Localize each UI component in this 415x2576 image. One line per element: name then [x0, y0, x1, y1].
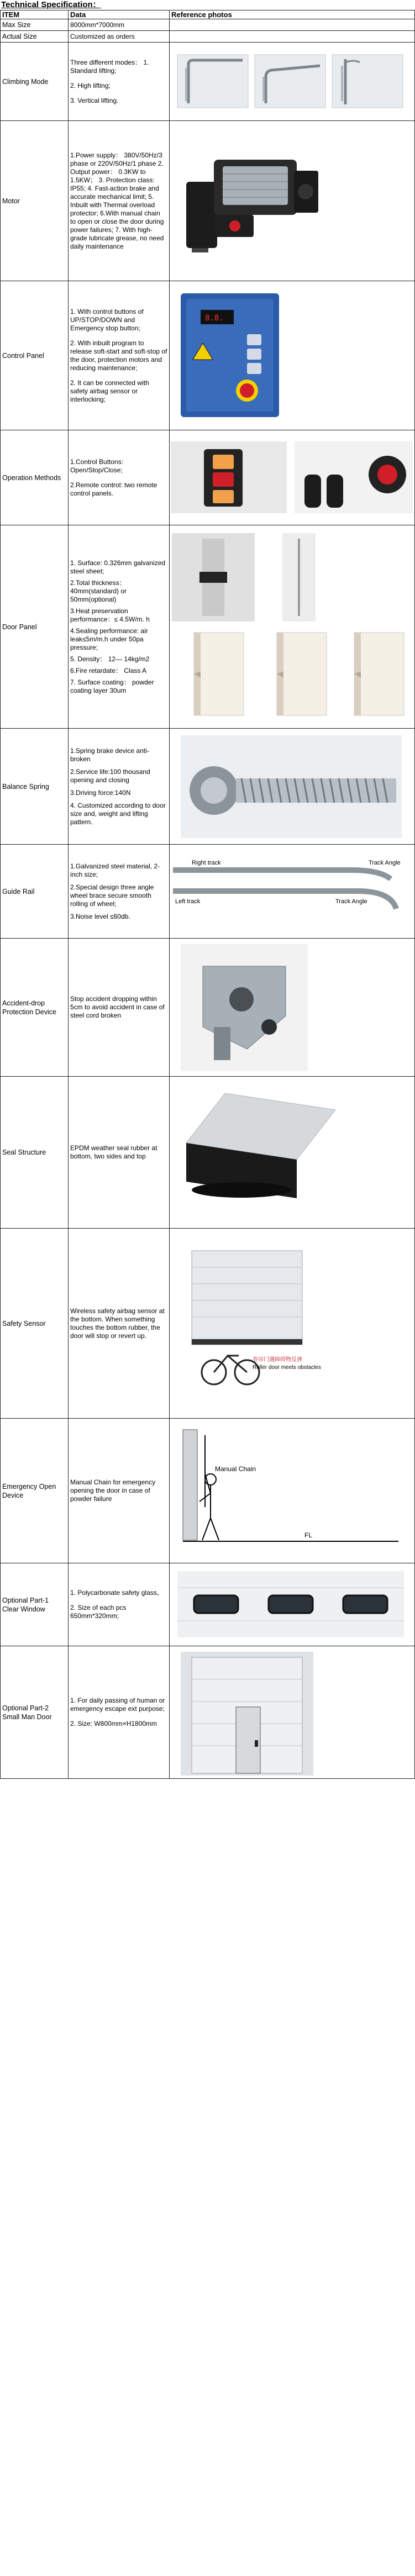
door-panel-photo — [172, 533, 413, 721]
item-label: Seal Structure — [1, 1077, 69, 1229]
data-line: 2.Total thickness： 40mm(standard) or 50mm(optional) — [70, 578, 127, 603]
table-row — [1, 31, 415, 43]
guide-rail-photo — [170, 848, 413, 914]
photo-cell-empty — [170, 19, 415, 31]
data-text — [69, 430, 170, 525]
data-line: 7. Surface coating： powder coating layer 30um — [70, 678, 154, 694]
data-text — [69, 1563, 170, 1646]
operation-methods-photo — [171, 441, 414, 519]
item-label: Balance Spring — [1, 729, 69, 845]
data-line: 4. Customized according to door size and, weight and lifting pattern. — [70, 801, 166, 826]
data-line: 1.Spring brake device anti-broken — [70, 746, 149, 763]
table-row — [1, 121, 415, 281]
data-line: 1.Power supply： 380V/50Hz/3 phase or 220V/50Hz/1 phase 2. Output power： 0.3KW to 1.5KW； 3. Protection class: IP55; 4. Fast-action brake and accurate mechanical limit; 5. Inbuilt with Thermal overload protector; 6.With manual chain to open or close the door during power failures; 7. With high-grade lubricate grease, no need daily maintenance — [70, 151, 164, 250]
header-data: Data — [69, 10, 170, 19]
data-line: Three different modes： 1. Standard lifting; — [70, 58, 149, 75]
data-line: 2.Remote control: two remote control panels. — [70, 481, 157, 497]
table-row — [1, 43, 415, 121]
data-text — [69, 19, 170, 31]
data-line: 1. Polycarbonate safety glass。 — [70, 1589, 164, 1597]
climbing-mode-track-diagrams — [177, 55, 404, 110]
item-label: Control Panel — [1, 281, 69, 430]
data-line: 3. Vertical lifting. — [70, 96, 119, 104]
table-row — [1, 1419, 415, 1563]
data-line: 2. Size of each pcs 650mm*320mm; — [70, 1604, 127, 1620]
data-line: Wireless safety airbag sensor at the bottom. When something touches the bottom rubber, the door will stop or revert up. — [70, 1307, 165, 1340]
data-text — [69, 525, 170, 729]
seal-structure-photo — [175, 1088, 352, 1215]
header-photos: Reference photos — [170, 10, 415, 19]
page-title: Technical Specification： — [1, 0, 101, 9]
item-label: Optional Part-1 Clear Window — [1, 1563, 69, 1646]
sensor-notice-cn: 卷帘门遇障碍物反弹 — [253, 1357, 302, 1363]
data-text — [69, 1077, 170, 1229]
data-line: 1.Galvanized steel material, 2-inch size; — [70, 862, 160, 878]
data-text — [69, 121, 170, 281]
svg-text:8.8.: 8.8. — [205, 314, 224, 323]
data-line: 2.Service life:100 thousand opening and closing — [70, 767, 150, 784]
track-angle-label-bottom: Track Angle — [335, 898, 367, 905]
data-line: 3.Driving force:140N — [70, 788, 131, 797]
data-line: Stop accident dropping within 5cm to avoid accident in case of steel cord broken — [70, 995, 165, 1019]
item-label: Motor — [1, 121, 69, 281]
track-angle-label-top: Track Angle — [369, 860, 401, 866]
left-track-label: Left track — [175, 898, 201, 905]
item-label: Actual Size — [1, 31, 69, 43]
table-row — [1, 1563, 415, 1646]
data-text — [69, 1229, 170, 1419]
data-text — [69, 939, 170, 1077]
data-line: 3.Heat preservation performance：≤ 4.5W/m. h — [70, 607, 150, 623]
photo-cell — [170, 281, 415, 430]
table-row — [1, 729, 415, 845]
clear-window-photo — [177, 1571, 404, 1637]
control-panel-photo — [181, 293, 280, 418]
photo-cell — [170, 845, 415, 939]
item-label: Max Size — [1, 19, 69, 31]
data-text — [69, 43, 170, 121]
item-label: Door Panel — [1, 525, 69, 729]
photo-cell — [170, 1646, 415, 1779]
item-label: Emergency Open Device — [1, 1419, 69, 1563]
emergency-open-diagram — [177, 1424, 409, 1557]
data-text — [69, 845, 170, 939]
table-row — [1, 1229, 415, 1419]
data-line: 6.Fire retardate： Class A — [70, 666, 147, 675]
photo-cell — [170, 43, 415, 121]
table-row — [1, 845, 415, 939]
table-row — [1, 281, 415, 430]
data-text — [69, 1646, 170, 1779]
right-track-label: Right track — [192, 860, 221, 866]
floor-level-label: FL — [304, 1531, 313, 1539]
data-text — [69, 729, 170, 845]
small-man-door-photo — [181, 1652, 313, 1776]
accident-drop-device-photo — [181, 944, 308, 1071]
item-label: Optional Part-2 Small Man Door — [1, 1646, 69, 1779]
motor-photo — [181, 138, 330, 259]
data-line: 4.Sealing performance: air leak≤5m/m.h under 50pa pressure; — [70, 626, 148, 651]
manual-chain-label: Manual Chain — [215, 1465, 256, 1473]
photo-cell — [170, 1077, 415, 1229]
photo-cell-empty — [170, 31, 415, 43]
item-label: Climbing Mode — [1, 43, 69, 121]
item-label: Safety Sensor — [1, 1229, 69, 1419]
photo-cell — [170, 430, 415, 525]
table-row — [1, 430, 415, 525]
data-line: 2.Special design three angle wheel brace secure smooth rolling of wheel; — [70, 883, 154, 908]
item-label: Operation Methods — [1, 430, 69, 525]
data-line: 8000mm*7000mm — [70, 20, 125, 29]
table-row — [1, 525, 415, 729]
photo-cell — [170, 729, 415, 845]
photo-cell — [170, 1229, 415, 1419]
table-header-row — [1, 10, 415, 19]
data-line: 2. Size: W800mm×H1800mm — [70, 1720, 157, 1727]
table-row — [1, 939, 415, 1077]
photo-cell — [170, 1563, 415, 1646]
data-text — [69, 281, 170, 430]
data-line: 1. For daily passing of human or emergency escape ext purpose; — [70, 1697, 165, 1713]
spec-table — [0, 10, 415, 1779]
table-row — [1, 1646, 415, 1779]
balance-spring-photo — [181, 735, 402, 838]
sensor-notice-en: Roller door meets obstacles — [253, 1365, 321, 1371]
data-line: 3.Noise level ≤60db. — [70, 912, 130, 920]
table-row — [1, 19, 415, 31]
photo-cell — [170, 939, 415, 1077]
data-line: 2. It can be connected with safety airbag sensor or interlocking; — [70, 378, 149, 403]
data-line: 2. High lifting; — [70, 81, 111, 89]
data-line: Customized as orders — [70, 32, 135, 40]
data-line: Manual Chain for emergency opening the door in case of powder failure — [70, 1478, 156, 1503]
data-line: 5. Density： 12— 14kg/m2 — [70, 655, 150, 663]
data-line: 1. Surface: 0.326mm galvanized steel sheet; — [70, 559, 166, 575]
data-line: 1. With control buttons of UP/STOP/DOWN and Emergency stop button; — [70, 307, 144, 332]
photo-cell — [170, 525, 415, 729]
photo-cell — [170, 1419, 415, 1563]
data-text — [69, 1419, 170, 1563]
item-label: Accident-drop Protection Device — [1, 939, 69, 1077]
photo-cell — [170, 121, 415, 281]
item-label: Guide Rail — [1, 845, 69, 939]
data-text — [69, 31, 170, 43]
header-item: ITEM — [1, 10, 69, 19]
table-row — [1, 1077, 415, 1229]
data-line: EPDM weather seal rubber at bottom, two sides and top — [70, 1144, 157, 1160]
data-line: 1.Control Buttons: Open/Stop/Close; — [70, 457, 124, 474]
safety-sensor-photo — [181, 1245, 321, 1405]
data-line: 2. With inbuilt program to release soft-start and soft-stop of the door, protection motors and reducing maintenance; — [70, 339, 167, 372]
